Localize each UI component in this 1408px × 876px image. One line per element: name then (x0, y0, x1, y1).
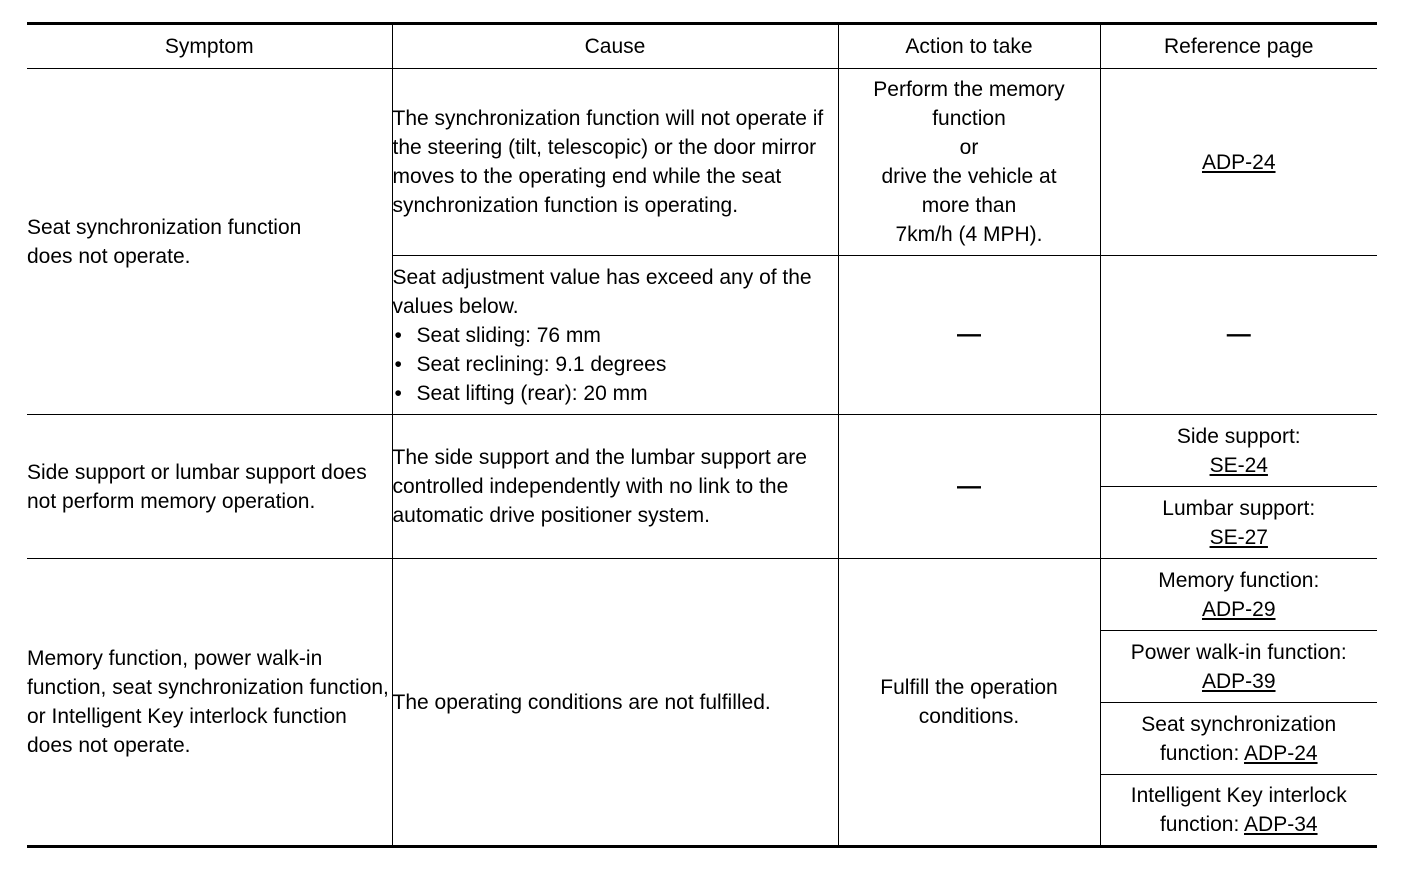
action-text: conditions. (918, 705, 1020, 728)
reference-label: Seat synchronization (1141, 712, 1337, 736)
cause-cell (392, 415, 838, 559)
reference-label: Intelligent Key interlock (1130, 784, 1347, 807)
reference-cell (1100, 487, 1377, 559)
table-row (27, 415, 1377, 487)
reference-label: Side support: (1176, 424, 1301, 448)
symptom-cell (27, 415, 392, 559)
symptom-cell (27, 69, 392, 415)
reference-label: function: (1159, 813, 1240, 836)
action-cell (838, 256, 1100, 415)
dash: — (957, 472, 981, 500)
list-item: • Seat sliding: 76 mm (393, 321, 838, 350)
action-text: more than (921, 194, 1017, 217)
reference-link[interactable]: ADP-29 (1201, 597, 1276, 621)
reference-label: Lumbar support: (1162, 496, 1316, 520)
reference-cell (1100, 256, 1377, 415)
cause-cell (392, 69, 838, 256)
reference-link[interactable]: ADP-39 (1201, 669, 1276, 693)
reference-link[interactable]: ADP-24 (1201, 150, 1276, 174)
reference-link[interactable]: SE-24 (1209, 453, 1268, 477)
header-symptom: Symptom (27, 24, 392, 69)
header-reference: Reference page (1100, 24, 1377, 69)
reference-link[interactable]: ADP-24 (1244, 741, 1318, 765)
reference-link[interactable]: ADP-34 (1244, 813, 1318, 836)
action-cell (838, 69, 1100, 256)
symptom-text: Memory function, power walk-in function, seat synchronization function, or Intelligent Key interlock function does not operate. (27, 647, 389, 757)
table-row (27, 69, 1377, 256)
action-text: 7km/h (4 MPH). (895, 223, 1043, 246)
action-text: or (959, 136, 979, 159)
reference-label: Power walk-in function: (1130, 640, 1347, 664)
table-row (27, 559, 1377, 631)
header-action: Action to take (838, 24, 1100, 69)
symptom-cell (27, 559, 392, 847)
reference-cell (1100, 559, 1377, 631)
symptom-text: Side support or lumbar support does not perform memory operation. (27, 460, 367, 513)
reference-cell (1100, 775, 1377, 847)
list-item: • Seat lifting (rear): 20 mm (393, 379, 838, 408)
troubleshooting-table (27, 22, 1377, 848)
cause-text: The synchronization function will not operate if the steering (tilt, telescopic) or the door mirror moves to the operating end while the seat synchronization function is operating. (392, 107, 824, 217)
header-row (27, 24, 1377, 69)
dash: — (1226, 321, 1251, 348)
reference-cell (1100, 631, 1377, 703)
cause-text: Seat adjustment value has exceed any of the values below. (392, 265, 812, 318)
action-text: Perform the memory (873, 78, 1065, 101)
symptom-text: does not operate. (27, 244, 191, 268)
action-cell (838, 415, 1100, 559)
action-text: function (932, 107, 1006, 130)
reference-label: function: (1159, 741, 1240, 765)
symptom-text: Seat synchronization function (27, 215, 302, 239)
reference-link[interactable]: SE-27 (1209, 525, 1268, 549)
reference-cell (1100, 69, 1377, 256)
cause-bullet-list (393, 321, 838, 408)
reference-label: Memory function: (1158, 568, 1320, 592)
header-cause: Cause (392, 24, 838, 69)
cause-cell (392, 256, 838, 415)
cause-text: The operating conditions are not fulfilled. (392, 690, 771, 714)
reference-cell (1100, 703, 1377, 775)
cause-text: The side support and the lumbar support are controlled independently with no link to the automatic drive positioner system. (392, 446, 807, 527)
reference-cell (1100, 415, 1377, 487)
dash: — (957, 321, 981, 348)
list-item: • Seat reclining: 9.1 degrees (393, 350, 838, 379)
cause-cell (392, 559, 838, 847)
action-text: Fulfill the operation (880, 676, 1058, 699)
action-cell (838, 559, 1100, 847)
action-text: drive the vehicle at (881, 165, 1057, 188)
